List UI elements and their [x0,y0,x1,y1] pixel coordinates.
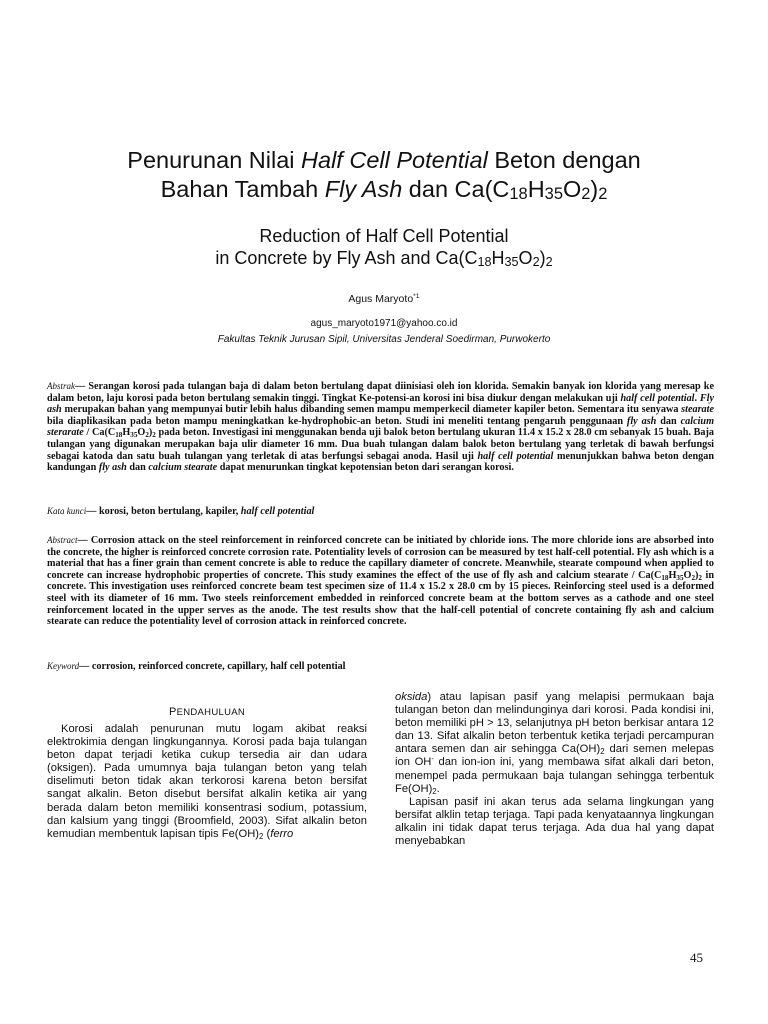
abstract-paragraph: Abstract— Corrosion attack on the steel reinforcement in reinforced concrete can be initiated by chloride ions. The more chloride ions are absorbed into the concrete, the higher is reinforced concrete corrosion rate. Potentiality levels of corrosion can be measured by test half-cell potential. Fly ash which is a material that has a finer grain than cement concrete is able to reduce the capillary diameter of concrete. Meanwhile, stearate compound when applied to concrete can increase hydrophobic properties of concrete. This study examines the effect of the use of fly ash and calcium stearate / $Ca(C_{18}H_{35}O_2)_2$ in concrete. This investigation uses reinforced concrete beam test specimen size of 11.4 x 15.2 x 28.0 cm by 15 pieces. Reinforcing steel used is a deformed steel with its diameter of 16 mm. Two steels reinforcement embedded in reinforced concrete beam at the bottom serves as a cathode and one steel reinforcement located in the upper serves as the anode. The test results show that the half-cell potential of concrete containing fly ash and calcium stearate can reduce the potentiality level of corrosion attack in reinforced concrete. [47,535,715,628]
right-column [395,691,714,848]
section-heading-pendahuluan: PENDAHULUAN [168,706,246,718]
abstract-label: Abstract [47,535,78,545]
abstrak-paragraph: Abstrak— Serangan korosi pada tulangan baja di dalam beton bertulang dapat diinisiasi oleh ion klorida. Semakin banyak ion klorida yang meresap ke dalam beton, laju korosi pada beton bertulang semakin tinggi. Tingkat Ke-potensi-an korosi ini bisa diukur dengan melakukan uji half cell potential. Fly ash merupakan bahan yang mempunyai butir lebih halus dibanding semen mampu memperkecil diameter kapiler beton. Sementara itu senyawa stearate bila diaplikasikan pada beton mampu meningkatkan ke-hydrophobic-an beton. Studi ini meneliti tentang pengaruh penggunaan fly ash dan calcium sterarate / $Ca(C_{18}H_{35}O_2)_2$ pada beton. Investigasi ini menggunakan benda uji balok beton bertulang ukuran 11.4 x 15.2 x 28.0 cm sebanyak 15 buah. Baja tulangan yang digunakan merupakan baja ulir diameter 16 mm. Dua buah tulangan dalam balok beton bertulang yang terletak di bawah berfungsi sebagai katoda dan satu buah tulangan yang terletak di atas berfungsi sebagai anoda. Hasil uji half cell potential menunjukkan bahwa beton dengan kandungan fly ash dan calcium stearate dapat menurunkan tingkat kepotensian beton dari serangan korosi. [47,381,715,474]
kata-kunci-label: Kata kunci [47,506,87,516]
page-number: 45 [690,950,703,965]
author-name: Agus Maryoto$^{*1}$ [348,293,420,305]
kata-kunci-line: Kata kunci— korosi, beton bertulang, kapiler, half cell potential [47,506,315,517]
author-email: agus_maryoto1971@yahoo.co.id [310,318,458,329]
abstrak-label: Abstrak [47,381,75,391]
left-column [47,723,367,841]
paper-subtitle: Reduction of Half Cell Potential in Concrete by Fly Ash and $Ca(C_{18}H_{35}O_2)_2$ [215,226,553,269]
keyword-line: Keyword— corrosion, reinforced concrete, capillary, half cell potential [47,661,346,672]
body-paragraph: Lapisan pasif ini akan terus ada selama lingkungan yang bersifat alklin tetap terjaga. Tapi pada kenyataannya lingkungan alkalin ini tidak dapat terus terjaga. Ada dua hal yang dapat menyebabkan [395,795,714,848]
body-paragraph: oksida) atau lapisan pasif yang melapisi permukaan baja tulangan beton dan melindunginya dari korosi. Pada kondisi ini, beton memiliki pH > 13, selanjutnya pH beton berkisar antara 12 dan 13. Sifat alkalin beton terbentuk ketika terjadi percampuran antara semen dan air sehingga $Ca(OH)_2$ dari semen melepas ion OH- dan ion-ion ini, yang membawa sifat alkali dari beton, menempel pada permukaan baja tulangan sehingga terbentuk $Fe(OH)_2$. [395,691,714,796]
keyword-label: Keyword [47,661,80,671]
author-affiliation: Fakultas Teknik Jurusan Sipil, Universitas Jenderal Soedirman, Purwokerto [217,334,551,345]
body-paragraph: Korosi adalah penurunan mutu logam akibat reaksi elektrokimia dengan lingkungannya. Korosi pada baja tulangan beton dapat terjadi ketika cukup tersedia air dan udara (oksigen). Pada umumnya baja tulangan beton yang telah diselimuti beton tidak akan terkorosi karena beton bersifat sangat alkalin. Beton disebut bersifat alkalin ketika air yang berada dalam beton memiliki konsentrasi sodium, potassium, dan kalsium yang tinggi (Broomfield, 2003). Sifat alkalin beton kemudian membentuk lapisan tipis $Fe(OH)_2$ (ferro [47,723,367,841]
paper-title: Penurunan Nilai Half Cell Potential Beton dengan Bahan Tambah Fly Ash dan $Ca(C_{18}H_{35}O_2)_2$ [127,147,641,203]
